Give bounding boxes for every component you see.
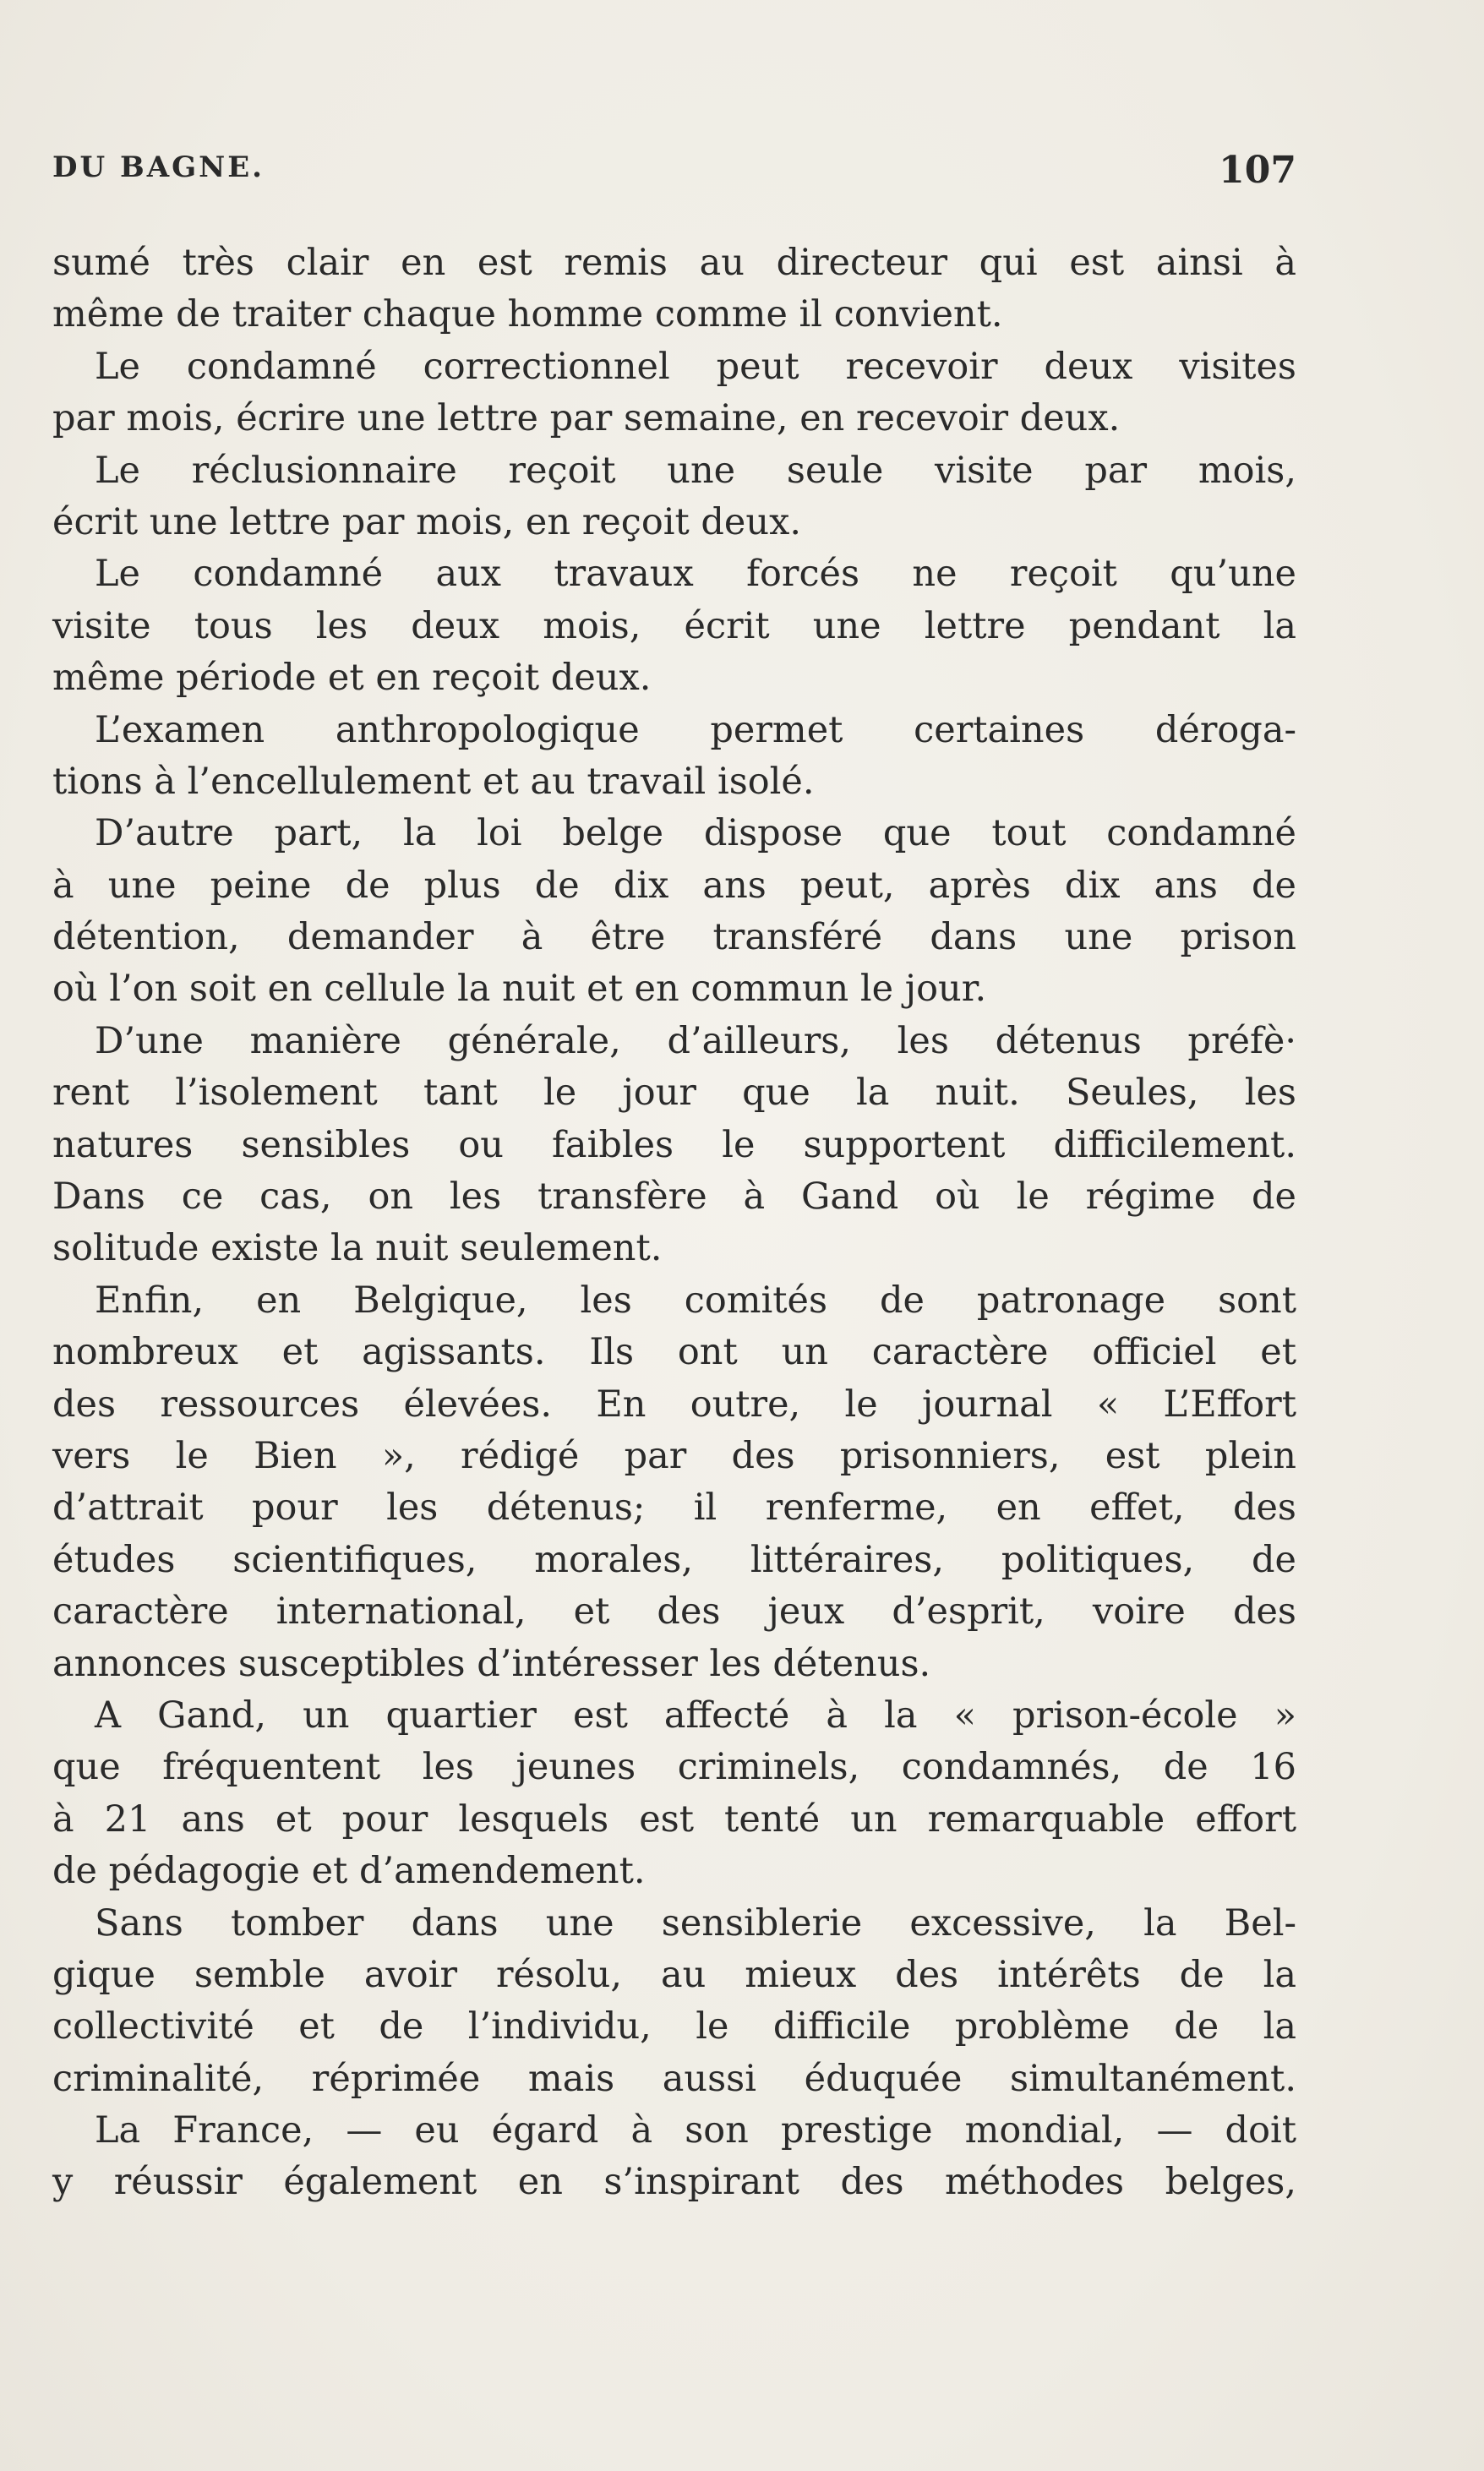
text-line: D’autre part, la loi belge dispose que tout condamné: [95, 812, 1296, 855]
text-line: même de traiter chaque homme comme il convient.: [52, 293, 1003, 336]
text-line: criminalité, réprimée mais aussi éduquée simultanément.: [52, 2057, 1296, 2100]
text-line: La France, — eu égard à son prestige mondial, — doit: [95, 2109, 1296, 2152]
text-line: natures sensibles ou faibles le supportent difficilement.: [52, 1123, 1296, 1166]
running-title: DU BAGNE.: [52, 150, 265, 184]
text-line: solitude existe la nuit seulement.: [52, 1227, 663, 1270]
text-line: études scientifiques, morales, littéraires, politiques, de: [52, 1538, 1296, 1581]
body-text: [52, 237, 1296, 2209]
text-line: par mois, écrire une lettre par semaine, en recevoir deux.: [52, 397, 1121, 440]
text-line: Sans tomber dans une sensiblerie excessive, la Bel-: [95, 1901, 1296, 1945]
text-line: écrit une lettre par mois, en reçoit deux.: [52, 500, 801, 543]
text-line: caractère international, et des jeux d’esprit, voire des: [52, 1590, 1296, 1634]
text-line: D’une manière générale, d’ailleurs, les détenus préfè·: [95, 1019, 1296, 1062]
page-number: 107: [1219, 149, 1296, 192]
text-line: L’examen anthropologique permet certaines déroga-: [95, 708, 1296, 751]
text-line: rent l’isolement tant le jour que la nuit. Seules, les: [52, 1072, 1296, 1115]
page-header: [52, 150, 1296, 201]
text-line: annonces susceptibles d’intéresser les détenus.: [52, 1642, 931, 1685]
text-line: tions à l’encellulement et au travail isolé.: [52, 760, 815, 803]
text-line: à une peine de plus de dix ans peut, après dix ans de: [52, 864, 1296, 907]
text-line: où l’on soit en cellule la nuit et en commun le jour.: [52, 968, 987, 1011]
text-line: de pédagogie et d’amendement.: [52, 1850, 646, 1893]
text-line: nombreux et agissants. Ils ont un caractère officiel et: [52, 1331, 1296, 1374]
text-line: vers le Bien », rédigé par des prisonniers, est plein: [52, 1434, 1296, 1477]
text-line: A Gand, un quartier est affecté à la « prison-école »: [95, 1694, 1296, 1737]
text-line: Le condamné correctionnel peut recevoir deux visites: [95, 345, 1296, 388]
text-line: Le condamné aux travaux forcés ne reçoit qu’une: [95, 553, 1296, 596]
text-line: que fréquentent les jeunes criminels, condamnés, de 16: [52, 1746, 1296, 1789]
text-line: visite tous les deux mois, écrit une lettre pendant la: [52, 604, 1296, 647]
text-line: Enfin, en Belgique, les comités de patronage sont: [95, 1279, 1296, 1322]
text-line: des ressources élevées. En outre, le journal « L’Effort: [52, 1383, 1296, 1426]
text-line: y réussir également en s’inspirant des méthodes belges,: [52, 2161, 1296, 2204]
text-line: sumé très clair en est remis au directeur qui est ainsi à: [52, 242, 1296, 284]
text-line: même période et en reçoit deux.: [52, 657, 652, 700]
text-line: collectivité et de l’individu, le difficile problème de la: [52, 2005, 1296, 2048]
text-line: Le réclusionnaire reçoit une seule visite par mois,: [95, 449, 1296, 492]
text-line: gique semble avoir résolu, au mieux des intérêts de la: [52, 1953, 1296, 1996]
text-line: à 21 ans et pour lesquels est tenté un remarquable effort: [52, 1797, 1296, 1841]
text-line: d’attrait pour les détenus; il renferme, en effet, des: [52, 1486, 1296, 1530]
text-line: Dans ce cas, on les transfère à Gand où le régime de: [52, 1175, 1296, 1219]
text-line: détention, demander à être transféré dans une prison: [52, 916, 1296, 959]
